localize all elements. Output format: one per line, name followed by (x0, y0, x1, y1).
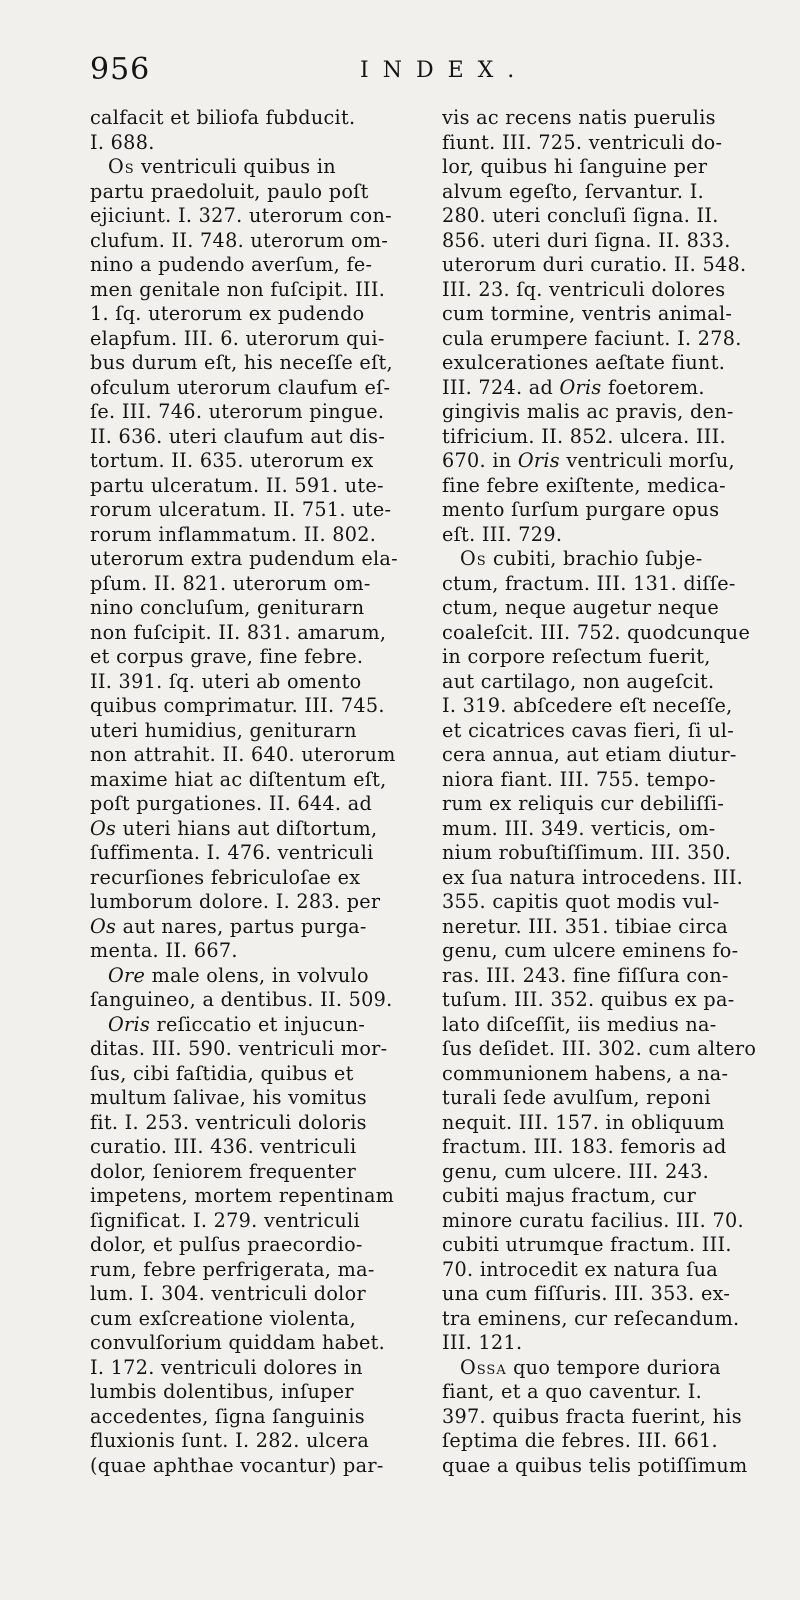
index-line: ſignificat. I. 279. ventriculi (90, 1208, 360, 1232)
index-line: ofculum uterorum claufum eſ- (90, 375, 391, 399)
index-line: nino concluſum, geniturarn (90, 596, 365, 619)
index-line: alvum egeſto, ſervantur. I. (442, 179, 704, 203)
index-line: curatio. III. 436. ventriculi (90, 1135, 357, 1158)
right-column (442, 106, 777, 1478)
index-line: dolor, et pulſus praecordio- (90, 1233, 363, 1256)
index-line: rorum ulceratum. II. 751. ute- (90, 498, 392, 521)
index-line: 670. in Oris ventriculi morſu, (442, 449, 735, 472)
index-line: nino a pudendo averſum, fe- (90, 253, 373, 276)
page-number: 956 (90, 52, 151, 87)
index-line: lor, quibus hi ſanguine per (442, 155, 708, 178)
index-line: ex ſua natura introcedens. III. (442, 865, 744, 889)
index-line: uteri humidius, geniturarn (90, 718, 357, 742)
index-line: tifricium. II. 852. ulcera. III. (442, 424, 726, 448)
index-line: non attrahit. II. 640. uterorum (90, 743, 396, 766)
index-line: Oris reſiccatio et injucun- (108, 1012, 366, 1036)
index-line: 856. uteri duri ſigna. II. 833. (442, 228, 731, 252)
index-line: convulſorium quiddam habet. (90, 1331, 386, 1354)
index-line: uterorum duri curatio. II. 548. (442, 253, 747, 276)
index-line: ſus, cibi faſtidia, quibus et (90, 1061, 354, 1085)
index-line: ejiciunt. I. 327. uterorum con- (90, 204, 392, 227)
index-line: et cicatrices cavas fieri, ſi ul- (442, 718, 735, 742)
index-line: mento ſurſum purgare opus (442, 498, 720, 521)
index-line: partu ulceratum. II. 591. ute- (90, 473, 384, 497)
index-line: tra eminens, cur reſecandum. (442, 1306, 740, 1330)
index-line: ditas. III. 590. ventriculi mor- (90, 1037, 388, 1060)
index-line: fractum. III. 183. femoris ad (442, 1135, 727, 1158)
index-line: et corpus grave, fine febre. (90, 645, 364, 668)
index-line: bus durum eſt, his neceſſe eſt, (90, 351, 393, 374)
index-line: 70. introcedit ex natura ſua (442, 1257, 719, 1281)
index-line: quibus comprimatur. III. 745. (90, 694, 385, 717)
index-line: (quae aphthae vocantur) par- (90, 1453, 384, 1477)
index-line: I. 319. abſcedere eſt neceſſe, (442, 694, 733, 717)
index-line: tuſum. III. 352. quibus ex pa- (442, 988, 735, 1011)
index-line: 397. quibus fracta fuerint, his (442, 1404, 742, 1428)
index-line: communionem habens, a na- (442, 1061, 729, 1085)
index-line: II. 391. ſq. uteri ab omento (90, 669, 362, 693)
index-line: Ossa quo tempore duriora (460, 1355, 721, 1379)
index-line: poſt purgationes. II. 644. ad (90, 792, 373, 815)
index-line: impetens, mortem repentinam (90, 1184, 395, 1207)
index-line: rum, febre perfrigerata, ma- (90, 1257, 375, 1281)
left-column (90, 106, 428, 1478)
index-line: maxime hiat ac diſtentum eſt, (90, 767, 387, 791)
index-line: elapfum. III. 6. uterorum qui- (90, 326, 385, 350)
index-line: Ore male olens, in volvulo (108, 963, 369, 987)
index-line: cubiti utrumque fractum. III. (442, 1233, 732, 1256)
index-line: non fuſcipit. II. 831. amarum, (90, 620, 387, 644)
index-line: tortum. II. 635. uterorum ex (90, 449, 374, 472)
index-line: neretur. III. 351. tibiae circa (442, 914, 729, 938)
index-line: pſum. II. 821. uterorum om- (90, 571, 371, 595)
index-line: coaleſcit. III. 752. quodcunque (442, 620, 751, 644)
index-line: 280. uteri concluſi ſigna. II. (442, 204, 719, 227)
index-line: recurſiones febriculoſae ex (90, 865, 361, 889)
index-line: fluxionis ſunt. I. 282. ulcera (90, 1429, 370, 1452)
index-line: nequit. III. 157. in obliquum (442, 1110, 725, 1134)
index-line: lum. I. 304. ventriculi dolor (90, 1282, 366, 1305)
index-line: 1. ſq. uterorum ex pudendo (90, 302, 365, 325)
index-line: III. 121. (442, 1331, 523, 1354)
index-line: dolor, ſeniorem frequenter (90, 1159, 357, 1183)
index-line: 355. capitis quot modis vul- (442, 890, 720, 913)
index-line: Os cubiti, brachio ſubje- (460, 547, 703, 570)
index-line: cera annua, aut etiam diutur- (442, 743, 737, 766)
index-line: Os aut nares, partus purga- (90, 914, 367, 938)
index-line: Os ventriculi quibus in (108, 155, 336, 178)
index-line: lumbis dolentibus, inſuper (90, 1380, 354, 1403)
index-line: genu, cum ulcere. III. 243. (442, 1159, 710, 1183)
page-header (90, 52, 730, 102)
index-line: cum tormine, ventris animal- (442, 302, 733, 325)
index-line: ſe. III. 746. uterorum pingue. (90, 400, 385, 423)
index-line: lumborum dolore. I. 283. per (90, 890, 381, 913)
index-line: Os uteri hians aut diſtortum, (90, 816, 378, 840)
index-line: III. 724. ad Oris foetorem. (442, 375, 705, 399)
index-line: niora fiant. III. 755. tempo- (442, 767, 716, 791)
index-line: minore curatu facilius. III. 70. (442, 1208, 744, 1232)
index-line: partu praedoluit, paulo poſt (90, 179, 369, 203)
index-line: I. 688. (90, 130, 155, 154)
index-line: mum. III. 349. verticis, om- (442, 816, 716, 840)
index-line: multum ſalivae, his vomitus (90, 1086, 367, 1109)
index-line: III. 23. ſq. ventriculi dolores (442, 277, 726, 301)
index-line: calfacit et biliofa fubducit. (90, 106, 356, 129)
index-line: fit. I. 253. ventriculi doloris (90, 1110, 367, 1134)
index-line: genu, cum ulcere eminens fo- (442, 939, 739, 962)
index-line: fiunt. III. 725. ventriculi do- (442, 130, 723, 154)
index-line: cum exſcreatione violenta, (90, 1306, 357, 1330)
index-line: men genitale non fuſcipit. III. (90, 277, 386, 301)
index-line: rum ex reliquis cur debiliſſi- (442, 792, 725, 815)
index-line: ſuffimenta. I. 476. ventriculi (90, 841, 374, 864)
index-line: uterorum extra pudendum ela- (90, 547, 398, 570)
index-line: ras. III. 243. fine fiſſura con- (442, 963, 729, 987)
index-line: rorum inflammatum. II. 802. (90, 522, 377, 546)
index-line: in corpore reſectum fuerit, (442, 645, 711, 668)
index-line: ctum, fractum. III. 131. diſſe- (442, 571, 736, 595)
running-title: INDEX. (360, 58, 529, 83)
index-line: accedentes, ſigna ſanguinis (90, 1404, 365, 1428)
index-line: II. 636. uteri claufum aut dis- (90, 424, 386, 448)
index-line: fiant, et a quo caventur. I. (442, 1380, 703, 1403)
index-line: clufum. II. 748. uterorum om- (90, 228, 389, 252)
index-line: exulcerationes aeſtate fiunt. (442, 351, 726, 374)
index-line: lato diſceſſit, iis medius na- (442, 1012, 717, 1036)
index-line: vis ac recens natis puerulis (442, 106, 716, 129)
index-line: gingivis malis ac pravis, den- (442, 400, 734, 423)
index-line: ctum, neque augetur neque (442, 596, 719, 619)
index-line: eſt. III. 729. (442, 522, 563, 546)
index-line: nium robuſtiſſimum. III. 350. (442, 841, 732, 864)
index-line: cubiti majus fractum, cur (442, 1184, 697, 1207)
index-line: ſus deſidet. III. 302. cum altero (442, 1037, 757, 1060)
index-line: menta. II. 667. (90, 939, 238, 962)
index-line: fine febre exiſtente, medica- (442, 473, 726, 497)
index-line: una cum fiſſuris. III. 353. ex- (442, 1282, 731, 1305)
index-line: ſeptima die febres. III. 661. (442, 1429, 718, 1452)
index-line: ſanguineo, a dentibus. II. 509. (90, 988, 393, 1011)
index-line: cula erumpere faciunt. I. 278. (442, 326, 742, 350)
index-line: turali ſede avulſum, reponi (442, 1086, 711, 1109)
index-line: quae a quibus telis potiſſimum (442, 1453, 748, 1477)
index-line: I. 172. ventriculi dolores in (90, 1355, 363, 1379)
index-line: aut cartilago, non augeſcit. (442, 669, 715, 693)
